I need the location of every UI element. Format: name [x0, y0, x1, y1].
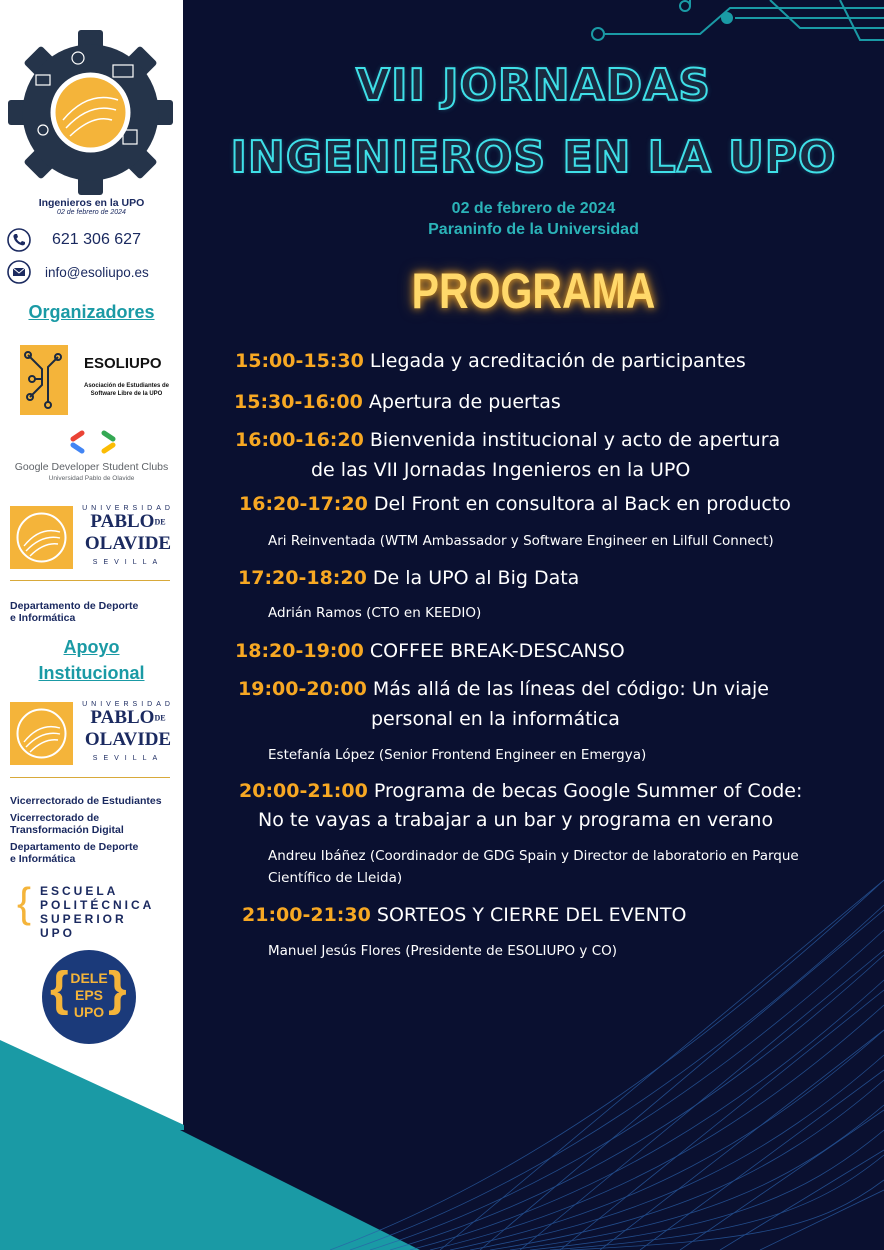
- divider-2: [10, 777, 170, 778]
- schedule-title: Del Front en consultora al Back en producto: [373, 493, 791, 515]
- dele-bracket-left-icon: {: [50, 963, 69, 1016]
- schedule-item-1: [235, 350, 746, 372]
- upo-emblem-icon: [10, 506, 73, 569]
- schedule-speaker: Ari Reinventada (WTM Ambassador y Software Engineer en Lilfull Connect): [268, 533, 774, 549]
- gdsc-logo-icon: [70, 430, 116, 454]
- dele-bracket-right-icon: }: [108, 963, 127, 1016]
- schedule-time: 20:00-21:00: [239, 780, 368, 802]
- schedule-title: Más allá de las líneas del código: Un viaje: [372, 678, 769, 700]
- programa-heading: PROGRAMA: [411, 263, 656, 319]
- esoliupo-desc-2: Software Libre de la UPO: [90, 391, 163, 397]
- schedule-title: SORTEOS Y CIERRE DEL EVENTO: [376, 904, 687, 926]
- upo-name-pablo: PABLO: [90, 511, 155, 532]
- phone-number: 621 306 627: [52, 231, 141, 248]
- sidebar-teal-corner: [0, 1030, 184, 1130]
- schedule-time: 15:30-16:00: [234, 391, 363, 413]
- upo2-name-de: DE: [154, 713, 166, 723]
- jornadas-gear-logo: [8, 30, 173, 195]
- esoliupo-logo-icon: [20, 345, 68, 415]
- upo-name-1: [80, 512, 176, 533]
- eps-line-2: POLITÉCNICA: [40, 898, 155, 912]
- divider: [10, 580, 170, 581]
- schedule-item-6: [235, 640, 625, 662]
- schedule-item-5: [238, 567, 579, 589]
- event-title-line-2: INGENIEROS EN LA UPO: [230, 132, 837, 183]
- dept-line-2: e Informática: [10, 612, 76, 624]
- upo2-name-1: [80, 708, 176, 729]
- schedule-item-3: [235, 429, 780, 451]
- schedule-speaker-cont: Científico de Lleida): [268, 870, 403, 886]
- schedule-time: 16:20-17:20: [239, 493, 368, 515]
- logo-date: 02 de febrero de 2024: [57, 209, 126, 216]
- eps-bracket-icon: {: [17, 879, 32, 926]
- schedule-item-2: [234, 391, 561, 413]
- dele-line-2: EPS: [74, 987, 103, 1003]
- departamento-1: Departamento de Deporte: [10, 841, 139, 853]
- gdsc-name: Google Developer Student Clubs: [14, 461, 169, 473]
- support-heading-1: Apoyo: [63, 637, 120, 657]
- dept-line-1: Departamento de Deporte: [10, 600, 139, 612]
- upo2-top-label: UNIVERSIDAD: [82, 701, 174, 708]
- schedule-item-7-cont: personal en la informática: [371, 708, 620, 730]
- eps-line-3: SUPERIOR: [40, 912, 127, 926]
- email-icon: [7, 260, 31, 284]
- schedule-item-8: [239, 780, 802, 802]
- schedule-time: 18:20-19:00: [235, 640, 364, 662]
- schedule-item-9: [242, 904, 686, 926]
- schedule-title: Bienvenida institucional y acto de apertura: [369, 429, 781, 451]
- gdsc-subtitle: Universidad Pablo de Olavide: [48, 475, 135, 482]
- event-venue: Paraninfo de la Universidad: [428, 221, 639, 238]
- schedule-title: Programa de becas Google Summer of Code:: [373, 780, 803, 802]
- schedule-item-4: [239, 493, 791, 515]
- dele-line-1: DELE: [70, 970, 108, 986]
- upo-name-2: OLAVIDE: [84, 533, 172, 554]
- logo-caption: Ingenieros en la UPO: [38, 197, 145, 209]
- schedule-time: 16:00-16:20: [235, 429, 364, 451]
- schedule-time: 17:20-18:20: [238, 567, 367, 589]
- schedule-title: De la UPO al Big Data: [372, 567, 580, 589]
- vicerrectorado-td-2: Transformación Digital: [10, 824, 124, 836]
- departamento-2: e Informática: [10, 853, 76, 865]
- schedule-title: Apertura de puertas: [368, 391, 561, 413]
- schedule-speaker: Andreu Ibáñez (Coordinador de GDG Spain y Director de laboratorio en Parque: [268, 848, 799, 864]
- upo-top-label: UNIVERSIDAD: [82, 505, 174, 512]
- event-title-line-1: VII JORNADAS: [356, 60, 711, 111]
- esoliupo-name: ESOLIUPO: [84, 355, 162, 372]
- vicerrectorado-td-1: Vicerrectorado de: [10, 812, 100, 824]
- schedule-item-8-cont: No te vayas a trabajar a un bar y programa en verano: [258, 809, 774, 831]
- organizers-heading: Organizadores: [28, 302, 155, 322]
- schedule-item-3-cont: de las VII Jornadas Ingenieros en la UPO: [311, 459, 691, 481]
- support-heading-2: Institucional: [38, 663, 145, 683]
- upo-city: SEVILLA: [92, 559, 164, 566]
- eps-line-1: ESCUELA: [40, 884, 119, 898]
- schedule-item-7: [238, 678, 769, 700]
- schedule-time: 15:00-15:30: [235, 350, 364, 372]
- esoliupo-desc-1: Asociación de Estudiantes de: [83, 383, 170, 389]
- email-address[interactable]: info@esoliupo.es: [45, 265, 149, 280]
- schedule-time: 21:00-21:30: [242, 904, 371, 926]
- vicerrectorado-estudiantes: Vicerrectorado de Estudiantes: [10, 795, 162, 807]
- upo2-name-pablo: PABLO: [90, 707, 155, 728]
- schedule-time: 19:00-20:00: [238, 678, 367, 700]
- dele-line-3: UPO: [73, 1004, 105, 1020]
- upo-name-de: DE: [154, 517, 166, 527]
- schedule-title: COFFEE BREAK-DESCANSO: [369, 640, 625, 662]
- schedule-speaker: Estefanía López (Senior Frontend Engineer en Emergya): [268, 747, 647, 763]
- upo-emblem-icon-2: [10, 702, 73, 765]
- schedule-speaker: Manuel Jesús Flores (Presidente de ESOLIUPO y CO): [268, 943, 618, 959]
- upo2-name-2: OLAVIDE: [84, 729, 172, 750]
- schedule-title: Llegada y acreditación de participantes: [369, 350, 746, 372]
- eps-line-4: UPO: [40, 926, 76, 940]
- schedule-speaker: Adrián Ramos (CTO en KEEDIO): [268, 605, 482, 621]
- upo2-city: SEVILLA: [92, 755, 164, 762]
- event-date: 02 de febrero de 2024: [451, 200, 616, 217]
- phone-icon: [7, 228, 31, 252]
